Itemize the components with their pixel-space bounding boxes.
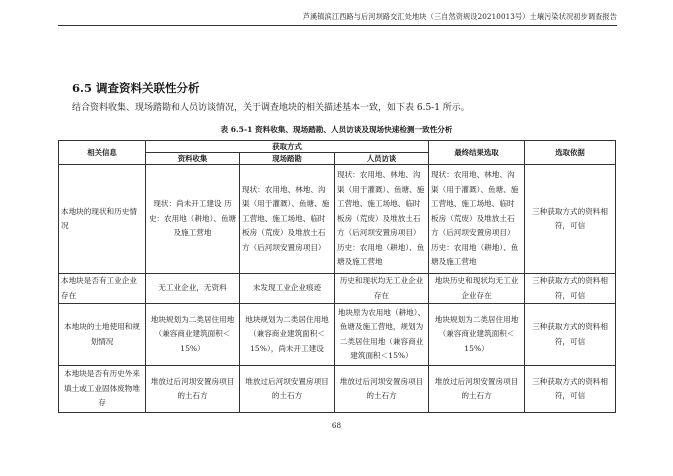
cell-basis: 三种获取方式的资料相符，可信 [525, 165, 616, 274]
cell-basis: 三种获取方式的资料相符，可信 [525, 366, 616, 413]
cell-site-survey: 堆放过后河坝安置房项目的土石方 [240, 366, 335, 413]
cell-data-collection: 地块规划为二类居住用地（兼容商业建筑面积＜15%） [146, 304, 240, 366]
cell-info: 本地块是否有历史外来填土或工业固体废物堆存 [59, 366, 146, 413]
cell-interview: 现状：农用地、林地、沟渠（用于灌溉）、鱼塘、施工营地、施工场地、临时板房（荒废）及堆放土石方（后河坝安置房项目） 历史：农用地（耕地）、鱼塘及施工营地 [335, 165, 429, 274]
cell-interview: 堆放过后河坝安置房项目的土石方 [335, 366, 429, 413]
consistency-table [58, 140, 616, 413]
header-interview: 人员访谈 [335, 153, 429, 165]
header-related-info: 相关信息 [59, 141, 146, 165]
cell-site-survey: 现状：农用地、林地、沟渠（用于灌溉）、鱼塘、施工营地、施工场地、临时板房（荒废）及堆放土石方（后河坝安置房项目） [240, 165, 335, 274]
cell-info: 本地块是否有工业企业存在 [59, 274, 146, 304]
cell-info: 本地块的现状和历史情况 [59, 165, 146, 274]
cell-final-result: 堆放过后河坝安置房项目的土石方 [429, 366, 525, 413]
cell-data-collection: 无工业企业，无资料 [146, 274, 240, 304]
table-row [59, 304, 616, 366]
cell-final-result: 地块历史和现状均无工业企业存在 [429, 274, 525, 304]
cell-interview: 地块原为农用地（耕地）、鱼塘及施工营地，规划为二类居住用地（兼容商业建筑面积＜15%） [335, 304, 429, 366]
table-row [59, 366, 616, 413]
intro-paragraph: 结合资料收集、现场踏勘和人员访谈情况，关于调查地块的相关描述基本一致，如下表 6.5-1 所示。 [72, 103, 470, 113]
section-title: 6.5 调查资料关联性分析 [72, 81, 200, 95]
cell-data-collection: 堆放过后河坝安置房项目的土石方 [146, 366, 240, 413]
table-row [59, 274, 616, 304]
page-number: 68 [331, 421, 342, 430]
header-method-group: 获取方式 [146, 141, 429, 153]
table-caption: 表 6.5-1 资料收集、现场踏勘、人员访谈及现场快速检测一致性分析 [220, 125, 453, 134]
cell-final-result: 地块规划为二类居住用地（兼容商业建筑面积＜15%） [429, 304, 525, 366]
cell-site-survey: 地块规划为二类居住用地（兼容商业建筑面积＜15%），尚未开工建设 [240, 304, 335, 366]
table-row [59, 165, 616, 274]
cell-interview: 历史和现状均无工业企业存在 [335, 274, 429, 304]
cell-final-result: 现状：农用地、林地、沟渠（用于灌溉）、鱼塘、施工营地、施工场地、临时板房（荒废）及堆放土石方（后河坝安置房项目） 历史：农用地（耕地）、鱼塘及施工营地 [429, 165, 525, 274]
cell-site-survey: 未发现工业企业痕迹 [240, 274, 335, 304]
cell-info: 本地块的土地使用和规划情况 [59, 304, 146, 366]
header-basis: 选取依据 [525, 141, 616, 165]
cell-data-collection: 现状：尚未开工建设 历史：农用地（耕地）、鱼塘及施工营地 [146, 165, 240, 274]
header-final-result: 最终结果选取 [429, 141, 525, 165]
cell-basis: 三种获取方式的资料相符，可信 [525, 274, 616, 304]
header-site-survey: 现场踏勘 [240, 153, 335, 165]
header-data-collection: 资料收集 [146, 153, 240, 165]
cell-basis: 三种获取方式的资料相符，可信 [525, 304, 616, 366]
page-header: 芦溪镇滨江西路与后河坝路交汇处地块（三自然资规设20210013号）土壤污染状况初步调查报告 [58, 12, 617, 26]
